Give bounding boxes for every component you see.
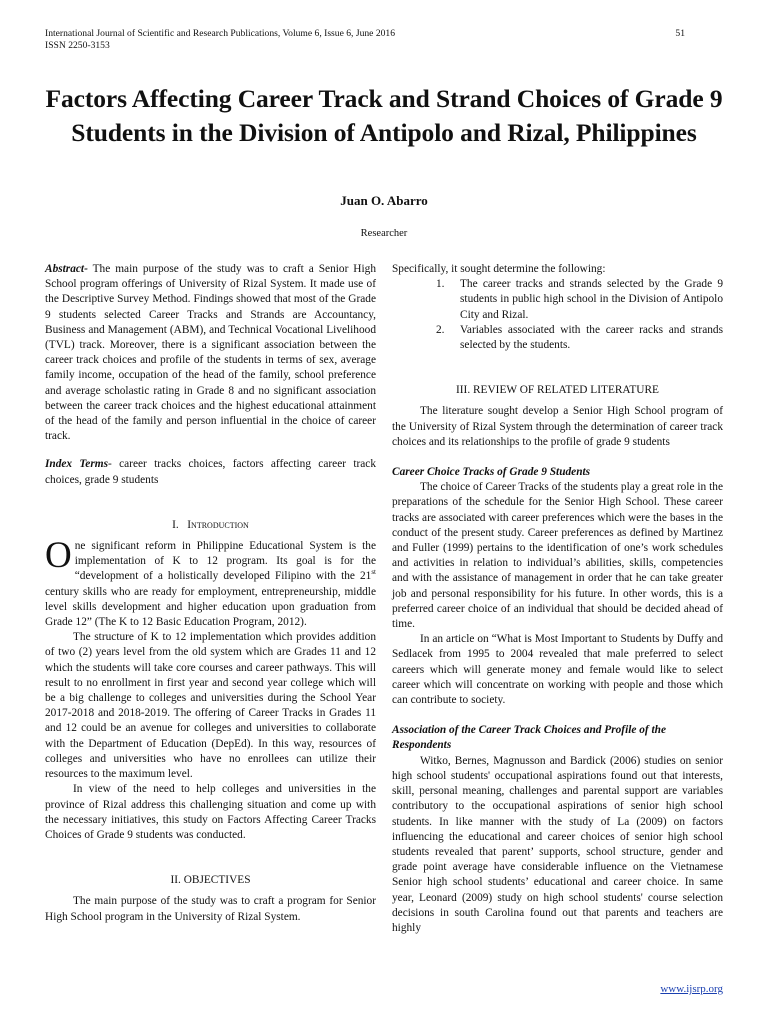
review-paragraph-4: Witko, Bernes, Magnusson and Bardick (2006) studies on senior high school students' occupational aspirations found out that interests, skill, personal meaning, challenges and parental support are variables contributory to the occupational aspirations of senior high school students. In like manner with the study of La (2009) on factors influencing the educational and career choices of senior high school students revealed that parent’ supports, school structure, gender and grade point average have considerable influence on the Vietnamese Senior high school students’ educational and career choice. In same year, Leonard (2009) study on high school students' course selection decisions in south Carolina found out that parents and teachers are highly [392,754,723,934]
abstract-label: Abstract- [45,263,88,275]
intro-paragraph-3: In view of the need to help colleges and universities in the province of Rizal address this challenging situation and come up with the necessary initiatives, this study on Factors Affecting Career Tracks Choices of Grade 9 students was conducted. [45,783,376,841]
intro-paragraph-1: One significant reform in Philippine Educational System is the implementation of K to 12 program. Its goal is for the “development of a holistically developed Filipino with the 21st century skills who are ready for employment, entrepreneurship, middle level skills development and higher education upon graduation from Grade 12” (The K to 12 Basic Education Program, 2012). [45,535,376,629]
running-header [45,28,723,52]
author-name: Juan O. Abarro [340,193,428,208]
review-paragraph-1: The literature sought develop a Senior High School program of the University of Rizal System through the determination of career track choices and its relationships to the profile of grade 9 students [392,405,723,448]
journal-line: International Journal of Scientific and Research Publications, Volume 6, Issue 6, June 2016 [45,28,396,39]
section-heading-review: III. REVIEW OF RELATED LITERATURE [455,384,659,397]
issn-line: ISSN 2250-3153 [45,40,110,51]
list-item: 1. The career tracks and strands selected by the Grade 9 students in public high school in the Division of Antipolo City and Rizal. [436,278,723,321]
author-affiliation: Researcher [360,228,408,239]
review-paragraph-3: In an article on “What is Most Important to Students by Duffy and Sedlacek from 1995 to 2004 revealed that male preferred to select careers which will generate money and female would like to select career which will concentrate on working with people and those which can contribute to society. [392,633,723,707]
intro-paragraph-2: The structure of K to 12 implementation which provides addition of two (2) years level from the old system which are Grades 11 and 12 which the students will take core courses and career pathways. This will result to no enrollment in first year and second year college which will be a big challenge to colleges and universities during the School Year 2017-2018 and 2018-2019. The offering of Career Tracks in Grades 11 and 12 could be an avenue for colleges and universities to collaborate with the Department of Education (DepEd). In this way, resources of colleges and universities who have no enrollees can utilize their resources to the maximum level. [45,631,376,781]
index-terms-label: Index Terms [45,458,108,471]
abstract-text: The main purpose of the study was to craft a Senior High School program offerings of University of Rizal System. It made use of the Descriptive Survey Method. Findings showed that most of the Grade 9 students selected Career Tracks and Strands are Accountancy, Business and Management (ABM), and Technical Vocational Livelihood (TVL) track. Moreover, there is a significant association between the career track choices and profile of the students in terms of sex, average family income, occupation of the head of the family, school preference and average scholastic rating in Grade 8 and no significant association between the career track choices and the highest educational attainment of the head of the family and person influential in the choice of career track. [45,263,376,443]
footer-link[interactable]: www.ijsrp.org [660,983,723,995]
section-heading-introduction: I. Introduction [172,518,249,531]
review-paragraph-2: The choice of Career Tracks of the students play a great role in the preparations of the schedule for the Senior High School. These career tracks are associated with career preferences which were the bases in the conduct of the present study. Career preferences as defined by Martinez and Fuller (1999) pertains to the identification of one’s work schedules and activities in relation to individual’s abilities, skills, competencies and with the assistance of management in order that he can take greater job and personal responsibility for his future. In other words, this is a preferred career choice of an individual that should be decided ahead of time. [392,481,723,631]
index-terms [45,457,376,487]
objectives-list [392,277,723,353]
list-item: 2. Variables associated with the career racks and strands selected by the students. [436,323,723,352]
right-column [392,262,723,936]
index-terms-text: - career tracks choices, factors affecting career track choices, grade 9 students [45,458,376,486]
objectives-paragraph-2: Specifically, it sought determine the following: [392,263,606,275]
abstract [45,262,376,444]
page-number: 51 [675,28,685,39]
objectives-paragraph-1: The main purpose of the study was to craft a program for Senior High School program in the University of Rizal System. [45,895,376,923]
section-heading-objectives: II. OBJECTIVES [170,874,251,887]
subheading-career-choice: Career Choice Tracks of Grade 9 Students [392,466,591,479]
left-column [45,262,376,925]
subheading-association: Association of the Career Track Choices and Profile of the Respondents [392,724,667,752]
drop-cap: O [45,535,72,577]
paper-title: Factors Affecting Career Track and Strand Choices of Grade 9 Students in the Division of Antipolo and Rizal, Philippines [45,84,723,147]
